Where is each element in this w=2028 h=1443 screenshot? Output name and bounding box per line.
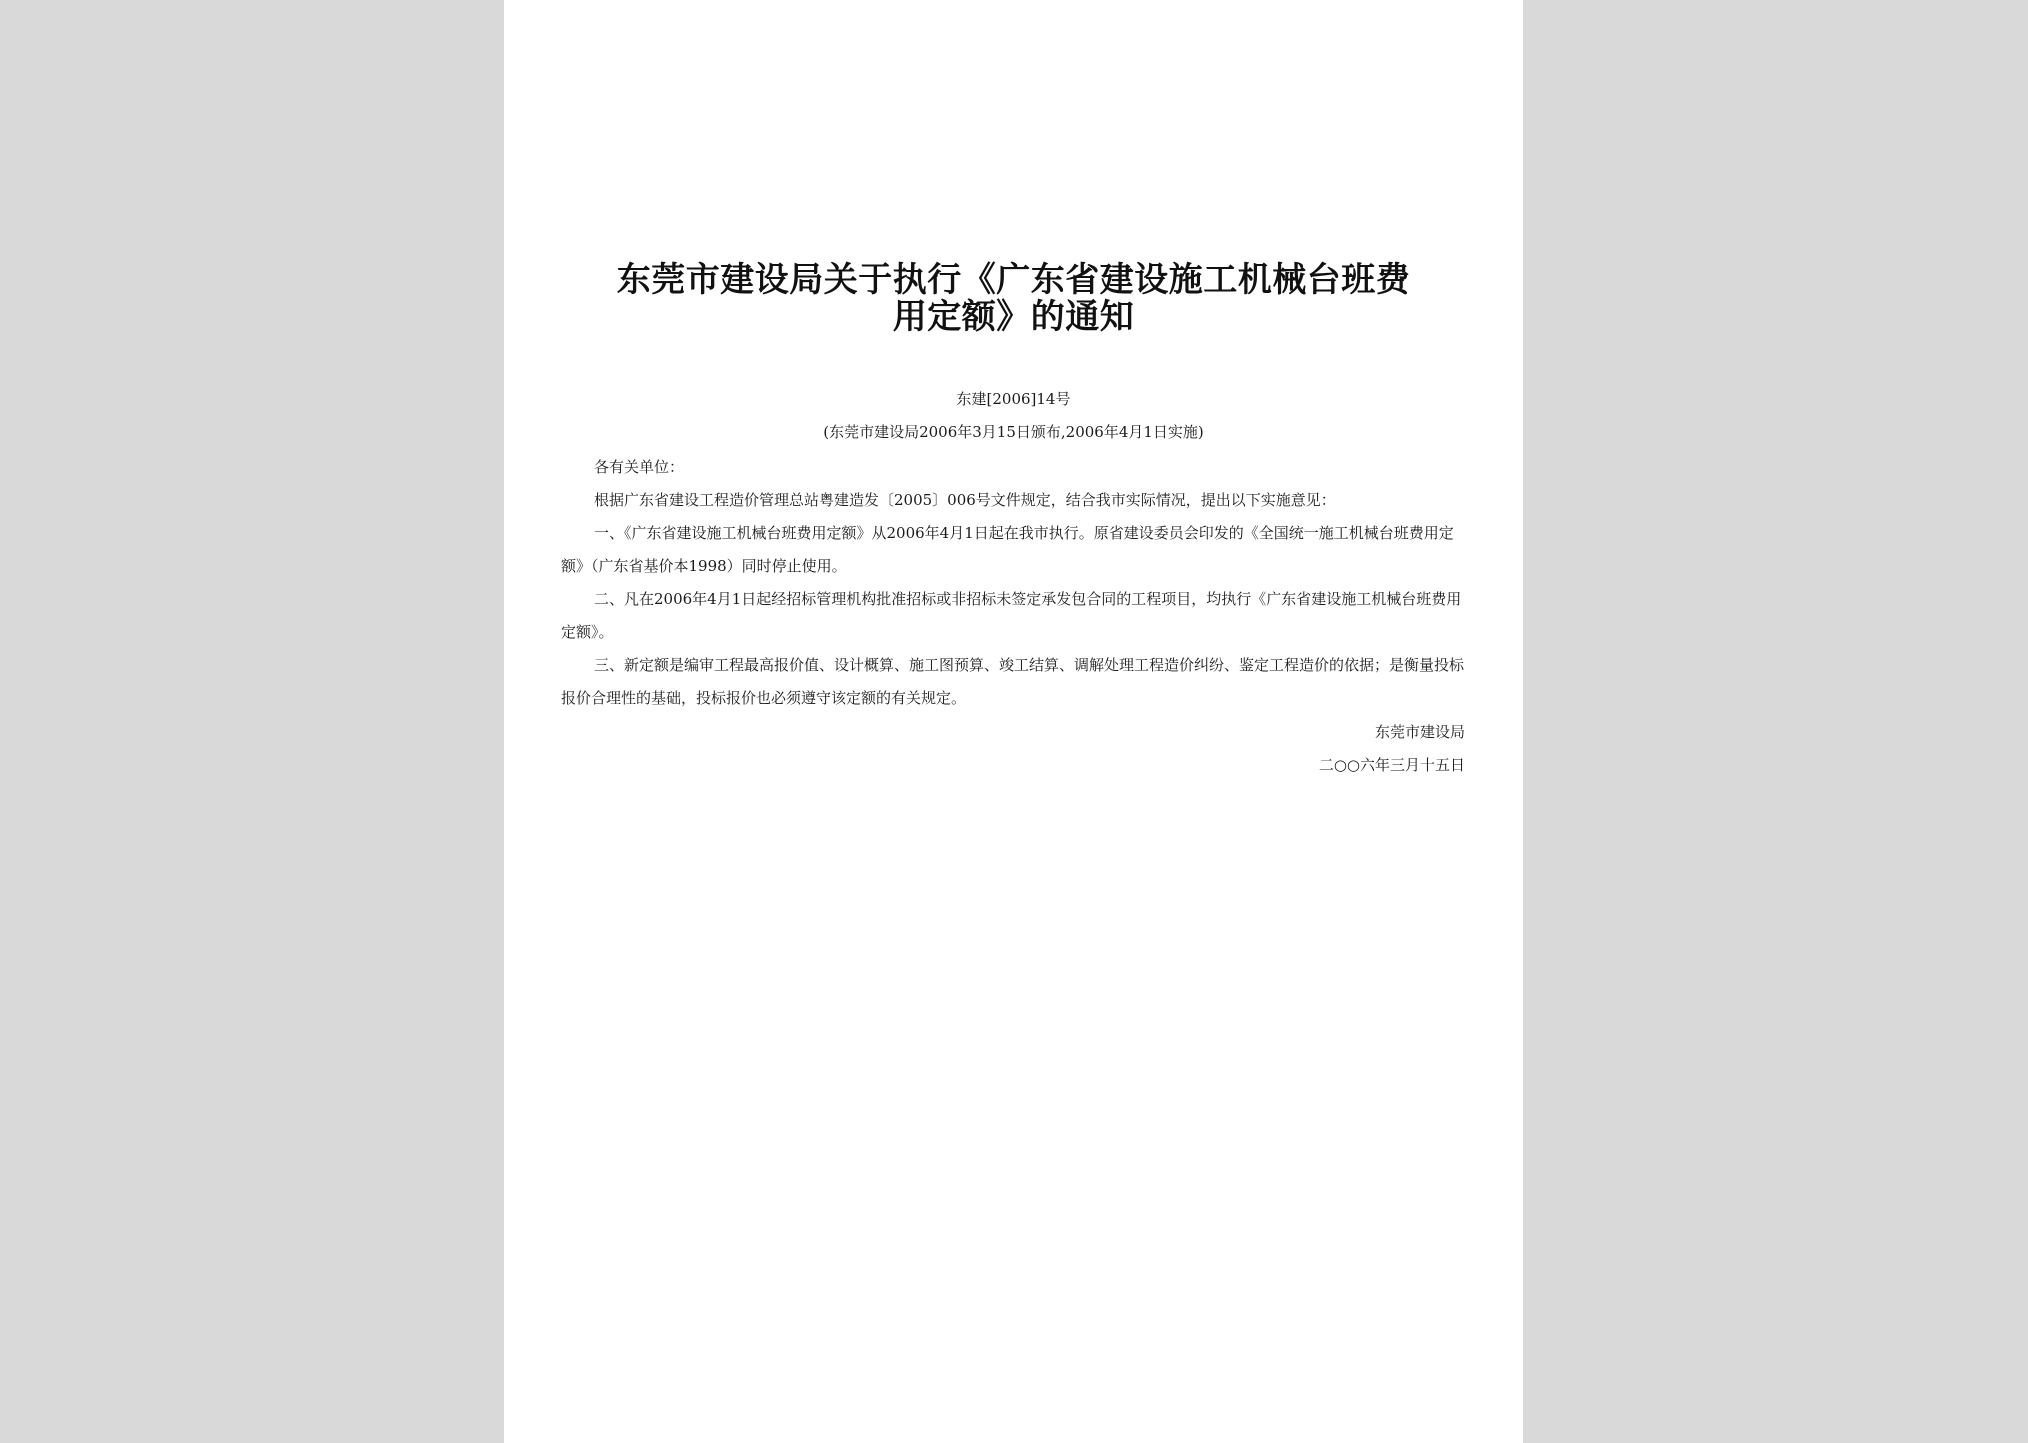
signature-block	[1319, 716, 1465, 782]
issue-info: (东莞市建设局2006年3月15日颁布,2006年4月1日实施)	[823, 423, 1204, 441]
paragraph-item-2: 二、凡在2006年4月1日起经招标管理机构批准招标或非招标未签定承发包合同的工程项目，均执行《广东省建设施工机械台班费用定额》。	[561, 590, 1462, 641]
document-body	[561, 451, 1468, 715]
title-line-2: 用定额》的通知	[892, 297, 1135, 337]
document-page	[504, 0, 1523, 1443]
paragraph-intro: 根据广东省建设工程造价管理总站粤建造发〔2005〕006号文件规定，结合我市实际情况，提出以下实施意见：	[594, 491, 1336, 509]
salutation: 各有关单位：	[594, 458, 685, 476]
title-line-1: 东莞市建设局关于执行《广东省建设施工机械台班费	[616, 260, 1411, 300]
signature-date: 二○○六年三月十五日	[1318, 756, 1465, 774]
signature-org: 东莞市建设局	[1374, 723, 1465, 741]
paragraph-item-3: 三、新定额是编审工程最高报价值、设计概算、施工图预算、竣工结算、调解处理工程造价纠纷、鉴定工程造价的依据；是衡量投标报价合理性的基础，投标报价也必须遵守该定额的有关规定。	[561, 656, 1465, 707]
document-title	[544, 262, 1483, 336]
paragraph-item-1: 一、《广东省建设施工机械台班费用定额》从2006年4月1日起在我市执行。原省建设委员会印发的《全国统一施工机械台班费用定额》（广东省基价本1998）同时停止使用。	[561, 524, 1454, 575]
document-number: 东建[2006]14号	[956, 390, 1071, 408]
